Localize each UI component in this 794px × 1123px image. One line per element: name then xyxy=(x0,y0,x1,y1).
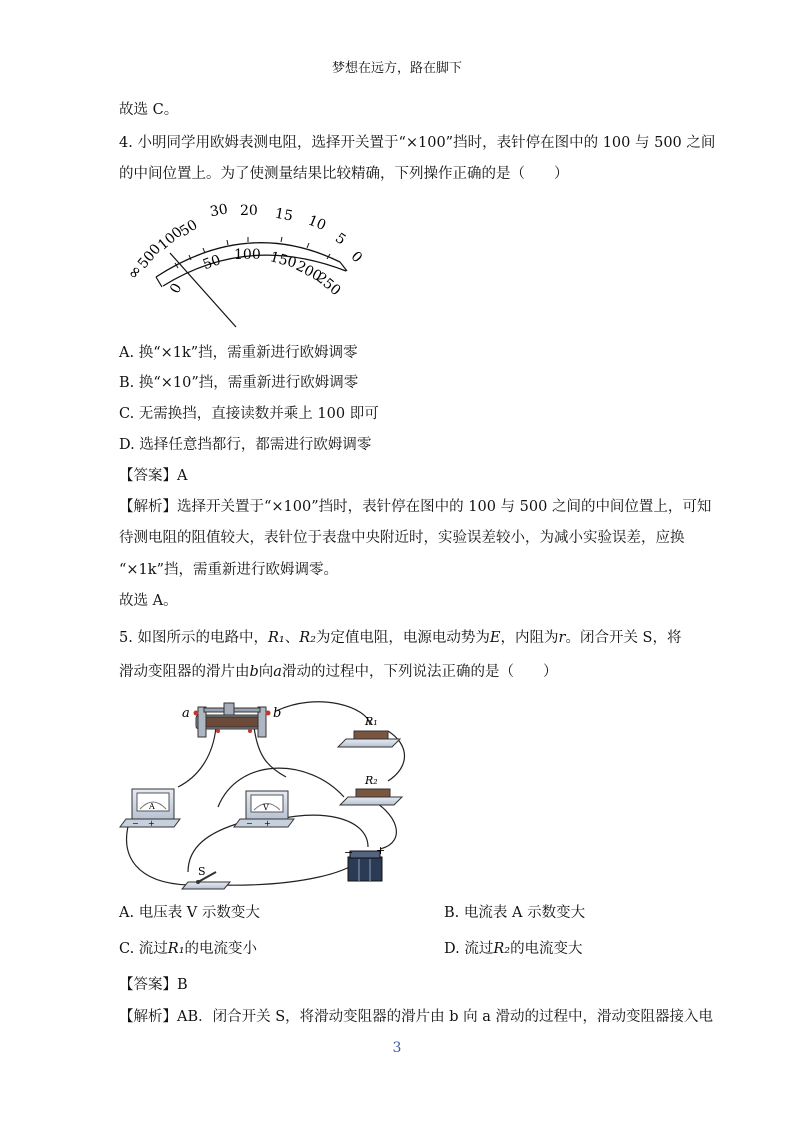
voltmeter-plus: + xyxy=(264,819,271,828)
dial-label-5: 5 xyxy=(332,230,349,249)
q5-stem-line2: 滑动变阻器的滑片由b向a滑动的过程中，下列说法正确的是（ ） xyxy=(119,664,558,680)
q4-conclusion: 故选 A。 xyxy=(119,593,178,609)
dial-inner-label-100: 100 xyxy=(234,247,261,263)
dial-inner-label-50: 50 xyxy=(200,252,223,274)
q4-option-d: D. 选择任意挡都行，都需进行欧姆调零 xyxy=(119,437,372,453)
dial-label-500: 500 xyxy=(134,241,165,272)
q4-stem-line2: 的中间位置上。为了使测量结果比较精确，下列操作正确的是（ ） xyxy=(119,166,569,182)
dial-label-30: 30 xyxy=(208,201,230,221)
r1-label: R₁ xyxy=(365,715,378,728)
ammeter-minus: − xyxy=(132,819,139,828)
q5-answer: 【答案】B xyxy=(119,977,188,993)
switch-label: S xyxy=(198,865,206,878)
dial-label-infinity: ∞ xyxy=(122,261,146,283)
q4-analysis-line1: 【解析】选择开关置于“×100”挡时，表针停在图中的 100 与 500 之间的中间位置上，可知 xyxy=(119,499,712,515)
ammeter-label: A xyxy=(149,802,155,811)
q5-option-c: C. 流过R₁的电流变小 xyxy=(119,941,258,957)
dial-label-50: 50 xyxy=(176,217,201,241)
terminal-b-label: b xyxy=(273,706,282,721)
q4-analysis-line2: 待测电阻的阻值较大，表针位于表盘中央附近时，实验误差较小，为减小实验误差，应换 xyxy=(119,530,685,546)
dial-label-100: 100 xyxy=(155,224,186,254)
dial-label-15: 15 xyxy=(273,205,295,225)
dial-inner-label-250: 250 xyxy=(312,269,344,300)
q5-stem-line1: 5. 如图所示的电路中，R₁、R₂为定值电阻，电源电动势为E，内阻为r。闭合开关 S，将 xyxy=(119,630,682,646)
battery-plus: + xyxy=(376,844,386,857)
q4-stem-line1: 4. 小明同学用欧姆表测电阻，选择开关置于“×100”挡时，表针停在图中的 100 与 500 之间 xyxy=(119,135,716,151)
resistor-r2 xyxy=(340,789,402,805)
circuit-figure xyxy=(118,697,418,897)
q4-analysis-line3: “×1k”挡，需重新进行欧姆调零。 xyxy=(119,562,338,578)
q4-option-b: B. 换“×10”挡，需重新进行欧姆调零 xyxy=(119,375,359,391)
battery-minus: − xyxy=(344,846,354,859)
ammeter-plus: + xyxy=(148,819,155,828)
dial-inner-label-200: 200 xyxy=(293,258,325,285)
rheostat xyxy=(194,703,271,737)
dial-inner-label-150: 150 xyxy=(268,249,299,272)
terminal-a-label: a xyxy=(182,706,190,721)
voltmeter-minus: − xyxy=(246,819,253,828)
q5-option-a: A. 电压表 V 示数变大 xyxy=(119,905,260,921)
q4-option-c: C. 无需换挡，直接读数并乘上 100 即可 xyxy=(119,406,379,422)
q5-option-d: D. 流过R₂的电流变大 xyxy=(444,941,583,957)
voltmeter-label: V xyxy=(263,803,269,812)
page-number: 3 xyxy=(392,1040,402,1056)
q5-option-b: B. 电流表 A 示数变大 xyxy=(444,905,586,921)
dial-label-0: 0 xyxy=(347,248,366,267)
ohmmeter-dial-figure xyxy=(118,197,378,332)
page-header: 梦想在远方，路在脚下 xyxy=(331,61,462,76)
dial-inner-label-0: 0 xyxy=(167,280,186,297)
dial-label-20: 20 xyxy=(240,203,258,219)
switch-s xyxy=(182,872,230,889)
q4-answer: 【答案】A xyxy=(119,468,188,484)
dial-label-10: 10 xyxy=(305,212,329,235)
q4-option-a: A. 换“×1k”挡，需重新进行欧姆调零 xyxy=(119,345,358,361)
q3-conclusion: 故选 C。 xyxy=(119,102,179,118)
r2-label: R₂ xyxy=(365,774,378,787)
q5-analysis-line1: 【解析】AB．闭合开关 S，将滑动变阻器的滑片由 b 向 a 滑动的过程中，滑动变阻器接入电 xyxy=(119,1009,714,1025)
